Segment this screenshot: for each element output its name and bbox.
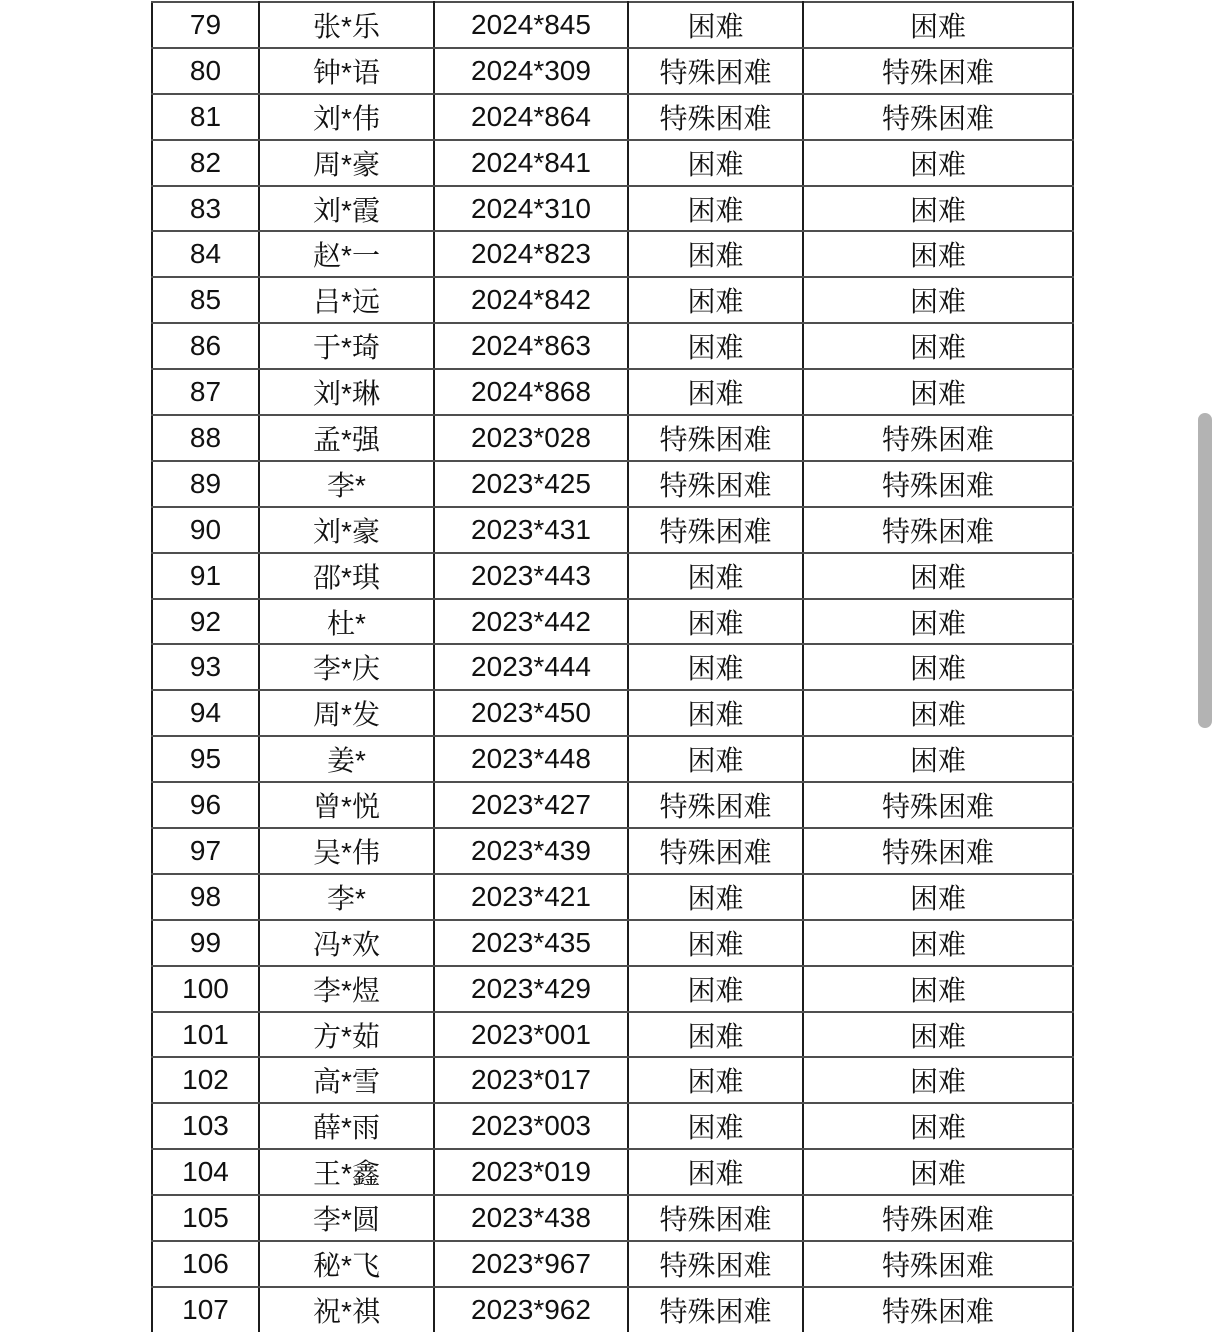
cell-assessed-level: 特殊困难 [803, 461, 1073, 507]
cell-assessed-level: 困难 [803, 277, 1073, 323]
cell-index: 86 [152, 323, 259, 369]
cell-name: 王*鑫 [259, 1149, 434, 1195]
table-row [152, 94, 1073, 140]
table-row [152, 323, 1073, 369]
vertical-scrollbar-thumb[interactable] [1198, 413, 1212, 728]
table-row [152, 1287, 1073, 1332]
table-row [152, 415, 1073, 461]
cell-index: 89 [152, 461, 259, 507]
cell-student-id: 2023*439 [434, 828, 628, 874]
table-row [152, 920, 1073, 966]
cell-student-id: 2024*841 [434, 140, 628, 186]
cell-difficulty-level: 困难 [628, 231, 803, 277]
cell-assessed-level: 困难 [803, 644, 1073, 690]
cell-difficulty-level: 困难 [628, 277, 803, 323]
cell-index: 82 [152, 140, 259, 186]
cell-difficulty-level: 特殊困难 [628, 1241, 803, 1287]
cell-student-id: 2024*863 [434, 323, 628, 369]
cell-student-id: 2023*450 [434, 690, 628, 736]
cell-student-id: 2023*448 [434, 736, 628, 782]
cell-index: 104 [152, 1149, 259, 1195]
cell-index: 96 [152, 782, 259, 828]
cell-index: 90 [152, 507, 259, 553]
cell-name: 吴*伟 [259, 828, 434, 874]
cell-index: 91 [152, 553, 259, 599]
cell-assessed-level: 困难 [803, 1057, 1073, 1103]
table-row [152, 1057, 1073, 1103]
cell-student-id: 2023*421 [434, 874, 628, 920]
cell-name: 秘*飞 [259, 1241, 434, 1287]
cell-assessed-level: 特殊困难 [803, 1241, 1073, 1287]
cell-name: 李* [259, 461, 434, 507]
cell-difficulty-level: 困难 [628, 2, 803, 48]
cell-assessed-level: 困难 [803, 231, 1073, 277]
cell-name: 薛*雨 [259, 1103, 434, 1149]
cell-student-id: 2023*962 [434, 1287, 628, 1332]
cell-student-id: 2024*868 [434, 369, 628, 415]
cell-difficulty-level: 特殊困难 [628, 48, 803, 94]
cell-difficulty-level: 困难 [628, 369, 803, 415]
cell-name: 杜* [259, 599, 434, 645]
cell-index: 98 [152, 874, 259, 920]
cell-index: 105 [152, 1195, 259, 1241]
cell-index: 84 [152, 231, 259, 277]
cell-index: 83 [152, 186, 259, 232]
cell-difficulty-level: 困难 [628, 736, 803, 782]
cell-name: 李*圆 [259, 1195, 434, 1241]
table-row [152, 186, 1073, 232]
cell-name: 赵*一 [259, 231, 434, 277]
cell-index: 94 [152, 690, 259, 736]
table-row [152, 553, 1073, 599]
cell-difficulty-level: 特殊困难 [628, 461, 803, 507]
table-row [152, 277, 1073, 323]
cell-student-id: 2023*427 [434, 782, 628, 828]
cell-name: 于*琦 [259, 323, 434, 369]
table-row [152, 461, 1073, 507]
cell-student-id: 2023*442 [434, 599, 628, 645]
cell-student-id: 2023*003 [434, 1103, 628, 1149]
table-row [152, 140, 1073, 186]
cell-difficulty-level: 困难 [628, 874, 803, 920]
table-row [152, 1149, 1073, 1195]
cell-student-id: 2023*425 [434, 461, 628, 507]
cell-difficulty-level: 特殊困难 [628, 507, 803, 553]
cell-difficulty-level: 困难 [628, 186, 803, 232]
cell-difficulty-level: 特殊困难 [628, 94, 803, 140]
table-row [152, 369, 1073, 415]
cell-assessed-level: 特殊困难 [803, 415, 1073, 461]
cell-student-id: 2023*017 [434, 1057, 628, 1103]
cell-name: 李* [259, 874, 434, 920]
cell-name: 周*发 [259, 690, 434, 736]
cell-name: 高*雪 [259, 1057, 434, 1103]
cell-assessed-level: 困难 [803, 2, 1073, 48]
cell-assessed-level: 困难 [803, 140, 1073, 186]
cell-index: 85 [152, 277, 259, 323]
cell-difficulty-level: 困难 [628, 599, 803, 645]
cell-assessed-level: 特殊困难 [803, 94, 1073, 140]
cell-assessed-level: 困难 [803, 369, 1073, 415]
cell-index: 102 [152, 1057, 259, 1103]
cell-name: 冯*欢 [259, 920, 434, 966]
cell-student-id: 2023*443 [434, 553, 628, 599]
cell-assessed-level: 特殊困难 [803, 1287, 1073, 1332]
cell-assessed-level: 困难 [803, 553, 1073, 599]
cell-name: 祝*祺 [259, 1287, 434, 1332]
cell-difficulty-level: 特殊困难 [628, 1287, 803, 1332]
cell-name: 孟*强 [259, 415, 434, 461]
cell-name: 钟*语 [259, 48, 434, 94]
cell-name: 曾*悦 [259, 782, 434, 828]
cell-name: 张*乐 [259, 2, 434, 48]
cell-student-id: 2024*823 [434, 231, 628, 277]
table-row [152, 1241, 1073, 1287]
cell-index: 103 [152, 1103, 259, 1149]
cell-name: 吕*远 [259, 277, 434, 323]
roster-table [151, 1, 1074, 1332]
cell-difficulty-level: 特殊困难 [628, 1195, 803, 1241]
cell-index: 107 [152, 1287, 259, 1332]
table-row [152, 644, 1073, 690]
cell-student-id: 2023*438 [434, 1195, 628, 1241]
cell-name: 刘*霞 [259, 186, 434, 232]
cell-student-id: 2024*845 [434, 2, 628, 48]
cell-assessed-level: 困难 [803, 599, 1073, 645]
table-row [152, 231, 1073, 277]
cell-difficulty-level: 困难 [628, 644, 803, 690]
table-row [152, 48, 1073, 94]
table-row [152, 828, 1073, 874]
cell-difficulty-level: 困难 [628, 920, 803, 966]
cell-name: 刘*豪 [259, 507, 434, 553]
table-row [152, 736, 1073, 782]
table-row [152, 874, 1073, 920]
cell-name: 刘*琳 [259, 369, 434, 415]
cell-difficulty-level: 困难 [628, 690, 803, 736]
cell-index: 79 [152, 2, 259, 48]
table-row [152, 1103, 1073, 1149]
cell-student-id: 2024*310 [434, 186, 628, 232]
cell-difficulty-level: 困难 [628, 1057, 803, 1103]
cell-student-id: 2023*001 [434, 1012, 628, 1058]
cell-assessed-level: 困难 [803, 690, 1073, 736]
cell-difficulty-level: 困难 [628, 966, 803, 1012]
table-row [152, 2, 1073, 48]
cell-name: 方*茹 [259, 1012, 434, 1058]
cell-index: 100 [152, 966, 259, 1012]
cell-student-id: 2024*842 [434, 277, 628, 323]
cell-index: 92 [152, 599, 259, 645]
cell-name: 李*煜 [259, 966, 434, 1012]
cell-difficulty-level: 困难 [628, 1012, 803, 1058]
cell-name: 刘*伟 [259, 94, 434, 140]
cell-assessed-level: 特殊困难 [803, 1195, 1073, 1241]
cell-difficulty-level: 困难 [628, 553, 803, 599]
cell-index: 99 [152, 920, 259, 966]
cell-student-id: 2023*429 [434, 966, 628, 1012]
cell-name: 姜* [259, 736, 434, 782]
cell-assessed-level: 困难 [803, 1149, 1073, 1195]
cell-difficulty-level: 困难 [628, 1149, 803, 1195]
cell-index: 95 [152, 736, 259, 782]
cell-student-id: 2024*309 [434, 48, 628, 94]
table-row [152, 966, 1073, 1012]
cell-assessed-level: 困难 [803, 323, 1073, 369]
cell-assessed-level: 困难 [803, 736, 1073, 782]
cell-difficulty-level: 困难 [628, 323, 803, 369]
table-row [152, 599, 1073, 645]
table-row [152, 1012, 1073, 1058]
cell-index: 80 [152, 48, 259, 94]
cell-student-id: 2023*019 [434, 1149, 628, 1195]
cell-name: 周*豪 [259, 140, 434, 186]
cell-difficulty-level: 特殊困难 [628, 782, 803, 828]
cell-student-id: 2023*028 [434, 415, 628, 461]
cell-assessed-level: 困难 [803, 186, 1073, 232]
cell-student-id: 2023*444 [434, 644, 628, 690]
cell-difficulty-level: 困难 [628, 1103, 803, 1149]
cell-difficulty-level: 困难 [628, 140, 803, 186]
cell-name: 邵*琪 [259, 553, 434, 599]
cell-name: 李*庆 [259, 644, 434, 690]
table-row [152, 507, 1073, 553]
cell-difficulty-level: 特殊困难 [628, 415, 803, 461]
cell-difficulty-level: 特殊困难 [628, 828, 803, 874]
cell-index: 87 [152, 369, 259, 415]
table-row [152, 1195, 1073, 1241]
cell-student-id: 2023*431 [434, 507, 628, 553]
cell-assessed-level: 困难 [803, 920, 1073, 966]
cell-index: 97 [152, 828, 259, 874]
cell-student-id: 2024*864 [434, 94, 628, 140]
cell-index: 81 [152, 94, 259, 140]
cell-assessed-level: 困难 [803, 1103, 1073, 1149]
cell-assessed-level: 特殊困难 [803, 507, 1073, 553]
table-row [152, 782, 1073, 828]
cell-index: 93 [152, 644, 259, 690]
table-row [152, 690, 1073, 736]
cell-assessed-level: 困难 [803, 1012, 1073, 1058]
cell-student-id: 2023*435 [434, 920, 628, 966]
cell-assessed-level: 特殊困难 [803, 48, 1073, 94]
roster-table-body [152, 2, 1073, 1332]
cell-index: 106 [152, 1241, 259, 1287]
cell-index: 88 [152, 415, 259, 461]
cell-assessed-level: 困难 [803, 874, 1073, 920]
cell-assessed-level: 困难 [803, 966, 1073, 1012]
cell-student-id: 2023*967 [434, 1241, 628, 1287]
cell-assessed-level: 特殊困难 [803, 782, 1073, 828]
cell-index: 101 [152, 1012, 259, 1058]
cell-assessed-level: 特殊困难 [803, 828, 1073, 874]
